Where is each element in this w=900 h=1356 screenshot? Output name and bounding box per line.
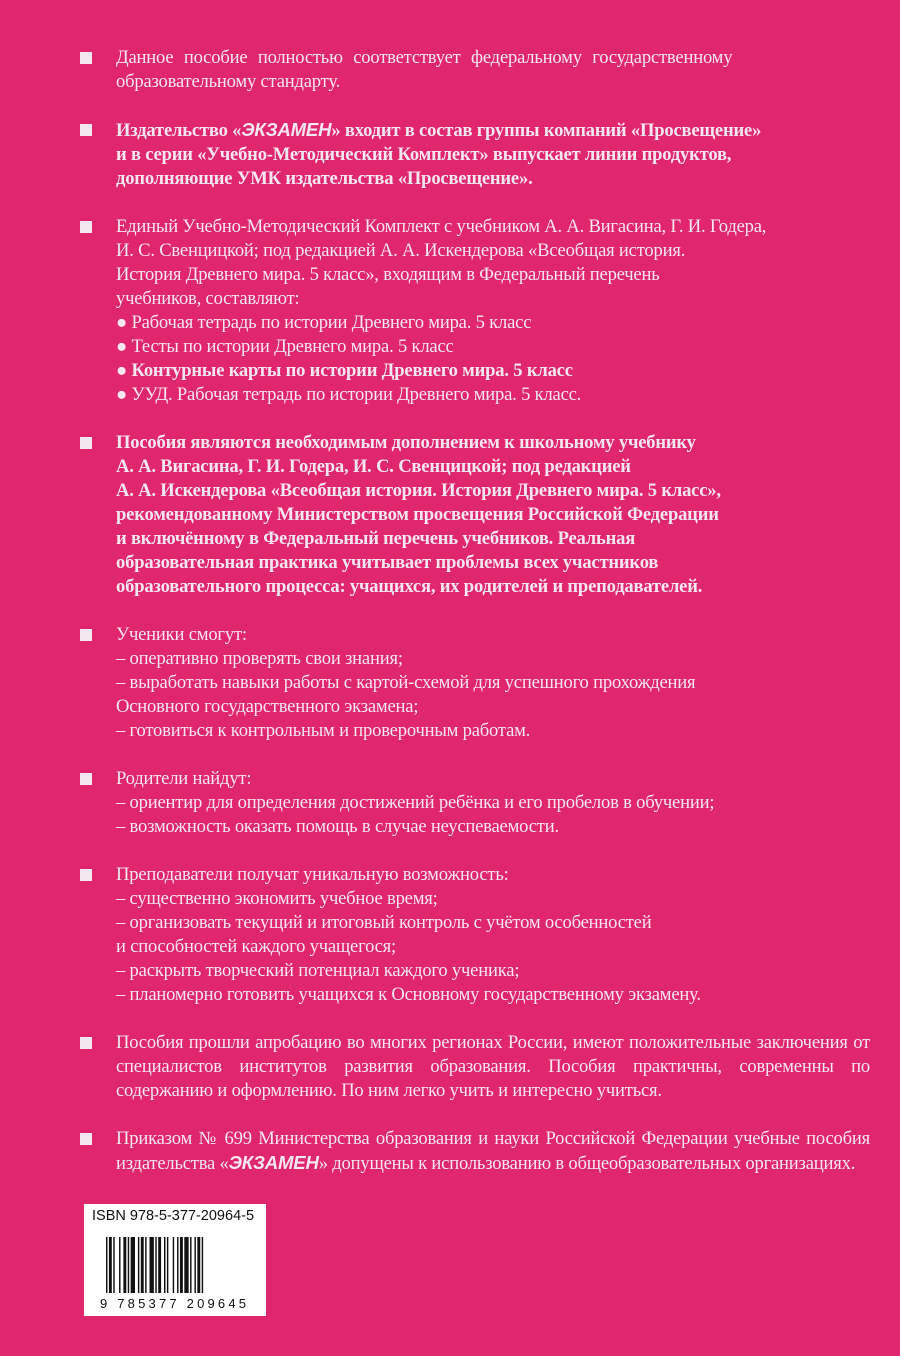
- barcode-bar: [113, 1237, 114, 1293]
- section-parents: [80, 767, 870, 839]
- text-line: Единый Учебно-Методический Комплект с учебником А. А. Вигасина, Г. И. Годера,: [116, 216, 767, 237]
- barcode-bar: [131, 1237, 135, 1293]
- text-line: и способностей каждого учащегося;: [116, 936, 396, 957]
- section-order: [80, 1127, 870, 1176]
- barcode-bar: [197, 1237, 200, 1293]
- text-line: образовательная практика учитывает проблемы всех участников: [116, 552, 659, 573]
- text-line: рекомендованному Министерством просвещения Российской Федерации: [116, 504, 719, 525]
- list-item: ● Тесты по истории Древнего мира. 5 класс: [116, 336, 454, 357]
- square-bullet-icon: [80, 52, 92, 64]
- square-bullet-icon: [80, 629, 92, 641]
- list-item: ● УУД. Рабочая тетрадь по истории Древнего мира. 5 класс.: [116, 384, 582, 405]
- text-line: – возможность оказать помощь в случае неуспеваемости.: [116, 816, 559, 837]
- section-students: [80, 623, 870, 743]
- square-bullet-icon: [80, 124, 92, 136]
- barcode-bar: [177, 1237, 178, 1293]
- text-line: – раскрыть творческий потенциал каждого ученика;: [116, 960, 520, 981]
- barcode-bar: [119, 1237, 120, 1293]
- text-line: – оперативно проверять свои знания;: [116, 648, 403, 669]
- section-teachers: [80, 863, 870, 1007]
- barcode-bar: [123, 1237, 126, 1293]
- square-bullet-icon: [80, 773, 92, 785]
- paragraph: Пособия прошли апробацию во многих регионах России, имеют положительные заключения от специалистов институтов развития образования. Пособия практичны, современны по содержанию и оформлению. По ним легко учить и интересно учиться.: [116, 1032, 870, 1101]
- text-line: дополняющие УМК издательства «Просвещение».: [116, 168, 533, 189]
- section-approval: [80, 1031, 870, 1103]
- text: » допущены к использованию в общеобразовательных организациях.: [318, 1153, 856, 1174]
- text-line: и в серии «Учебно-Методический Комплект» выпускает линии продуктов,: [116, 144, 732, 165]
- text-line: Ученики смогут:: [116, 624, 247, 645]
- barcode-bar: [190, 1237, 191, 1293]
- barcode-bar: [145, 1237, 146, 1293]
- text-line: Данное пособие полностью соответствует федеральному государственному: [116, 47, 733, 68]
- square-bullet-icon: [80, 1037, 92, 1049]
- barcode-bar: [128, 1237, 129, 1293]
- barcode-bar: [141, 1237, 144, 1293]
- paragraph: [116, 1127, 870, 1176]
- text-line: История Древнего мира. 5 класс», входящим в Федеральный перечень: [116, 264, 660, 285]
- square-bullet-icon: [80, 437, 92, 449]
- text-line: Преподаватели получат уникальную возможность:: [116, 864, 509, 885]
- text: » входит в состав группы компаний «Просвещение»: [331, 120, 762, 141]
- text-line: Родители найдут:: [116, 768, 252, 789]
- barcode-bar: [138, 1237, 139, 1293]
- brand-name: ЭКЗАМЕН: [228, 1152, 319, 1173]
- list-item: ● Рабочая тетрадь по истории Древнего мира. 5 класс: [116, 312, 532, 333]
- text: Приказом № 699 Министерства образования и науки Российской Федерации учебные пособия издательства «: [116, 1128, 870, 1174]
- text-line: А. А. Искендерова «Всеобщая история. История Древнего мира. 5 класс»,: [116, 480, 721, 501]
- barcode-bar: [158, 1237, 161, 1293]
- barcode-bar: [167, 1237, 168, 1293]
- list-item: ● Контурные карты по истории Древнего мира. 5 класс: [116, 360, 573, 381]
- text-line: Пособия являются необходимым дополнением к школьному учебнику: [116, 432, 696, 453]
- section-supplement: [80, 431, 870, 599]
- section-umk: [80, 215, 870, 407]
- text-line: – организовать текущий и итоговый контроль с учётом особенностей: [116, 912, 652, 933]
- text-line: И. С. Свенцицкой; под редакцией А. А. Искендерова «Всеобщая история.: [116, 240, 686, 261]
- barcode-bar: [109, 1237, 112, 1293]
- text-line: – планомерно готовить учащихся к Основному государственному экзамену.: [116, 984, 701, 1005]
- square-bullet-icon: [80, 1133, 92, 1145]
- isbn-barcode: [84, 1204, 266, 1316]
- text-line: образовательному стандарту.: [116, 71, 341, 92]
- section-publisher: [80, 118, 870, 191]
- isbn-label: ISBN 978-5-377-20964-5: [92, 1208, 255, 1224]
- barcode-bar: [106, 1237, 107, 1293]
- barcode-bar: [180, 1237, 183, 1293]
- square-bullet-icon: [80, 869, 92, 881]
- barcode-bar: [173, 1237, 174, 1293]
- text-line: образовательного процесса: учащихся, их родителей и преподавателей.: [116, 576, 703, 597]
- square-bullet-icon: [80, 221, 92, 233]
- text-line: [116, 118, 870, 143]
- section-fgos: [80, 46, 870, 94]
- text-line: А. А. Вигасина, Г. И. Годера, И. С. Свенцицкой; под редакцией: [116, 456, 631, 477]
- text-line: Основного государственного экзамена;: [116, 696, 419, 717]
- barcode-bars-icon: [106, 1237, 246, 1295]
- text-line: – ориентир для определения достижений ребёнка и его пробелов в обучении;: [116, 792, 715, 813]
- brand-name: ЭКЗАМЕН: [241, 119, 332, 140]
- barcode-bar: [150, 1237, 154, 1293]
- barcode-digits: 9 785377 209645: [100, 1296, 250, 1311]
- barcode-bar: [202, 1237, 203, 1293]
- barcode-bar: [164, 1237, 165, 1293]
- text-line: – существенно экономить учебное время;: [116, 888, 438, 909]
- barcode-bar: [184, 1237, 188, 1293]
- text: Издательство «: [116, 120, 242, 141]
- barcode-bar: [194, 1237, 195, 1293]
- text-line: – готовиться к контрольным и проверочным работам.: [116, 720, 531, 741]
- text-line: – выработать навыки работы с картой-схемой для успешного прохождения: [116, 672, 696, 693]
- text-line: учебников, составляют:: [116, 288, 300, 309]
- text-line: и включённому в Федеральный перечень учебников. Реальная: [116, 528, 636, 549]
- barcode-bar: [155, 1237, 156, 1293]
